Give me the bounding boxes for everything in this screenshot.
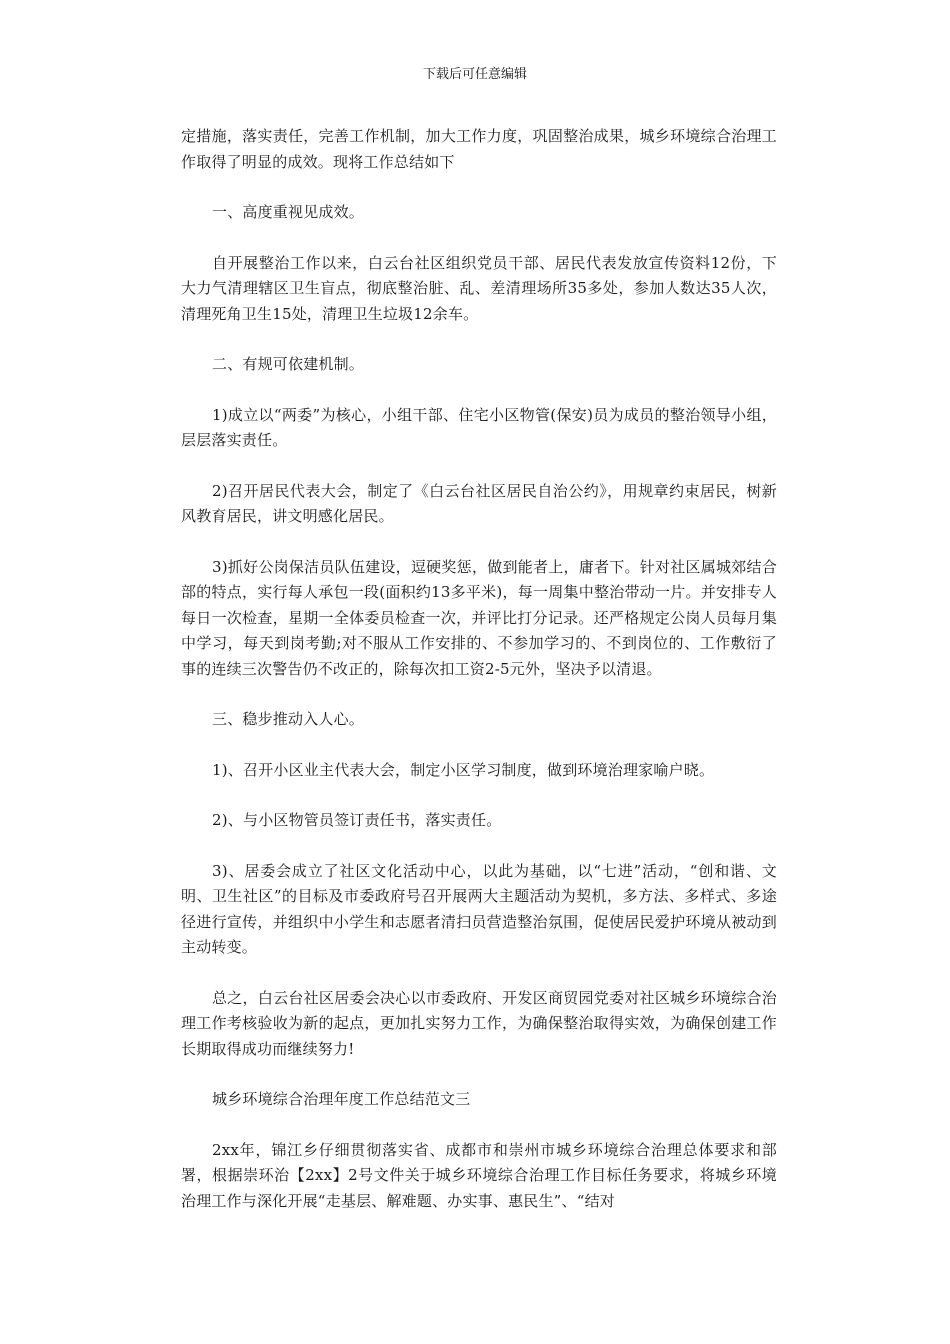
list-item: 1)、召开小区业主代表大会，制定小区学习制度，做到环境治理家喻户晓。 xyxy=(212,760,715,779)
page-header-note: 下载后可任意编辑 xyxy=(422,67,527,82)
paragraph: 自开展整治工作以来，白云台社区组织党员干部、居民代表发放宣传资料12份，下大力气清理辖区卫生盲点，彻底整治脏、乱、差清理场所35多处，参加人数达35人次，清理死角卫生15处，清理卫生垃圾12余车。 xyxy=(181,253,777,323)
document-body xyxy=(181,124,777,1239)
paragraph-conclusion: 总之，白云台社区居委会决心以市委政府、开发区商贸园党委对社区城乡环境综合治理工作考核验收为新的起点，更加扎实努力工作，为确保整治取得实效，为确保创建工作长期取得成功而继续努力! xyxy=(181,988,777,1058)
list-item: 2)、与小区物管员签订责任书，落实责任。 xyxy=(212,811,502,829)
list-item: 3)、居委会成立了社区文化活动中心，以此为基础，以“七进”活动，“创和谐、文明、卫生社区”的目标及市委政府号召开展两大主题活动为契机，多方法、多样式、多途径进行宣传，并组织中小学生和志愿者清扫员营造整治氛围，促使居民爱护环境从被动到主动转变。 xyxy=(181,861,777,956)
list-item: 2)召开居民代表大会，制定了《白云台社区居民自治公约》，用规章约束居民，树新风教育居民，讲文明感化居民。 xyxy=(181,481,777,525)
list-item: 1)成立以“两委”为核心，小组干部、住宅小区物管(保安)员为成员的整治领导小组，层层落实责任。 xyxy=(181,405,777,449)
section-heading-2: 二、有规可依建机制。 xyxy=(212,355,365,373)
section-heading-3: 三、稳步推动入人心。 xyxy=(212,710,365,728)
list-item: 3)抓好公岗保洁员队伍建设，逗硬奖惩，做到能者上，庸者下。针对社区属城郊结合部的特点，实行每人承包一段(面积约13多平米)，每一周集中整治带动一片。并安排专人每日一次检查，星期一全体委员检查一次，并评比打分记录。还严格规定公岗人员每月集中学习，每天到岗考勤;对不服从工作安排的、不参加学习的、不到岗位的、工作敷衍了事的连续三次警告仍不改正的，除每次扣工资2-5元外，坚决予以清退。 xyxy=(181,557,777,678)
article-title: 城乡环境综合治理年度工作总结范文三 xyxy=(212,1090,471,1108)
paragraph: 2xx年，锦江乡仔细贯彻落实省、成都市和崇州市城乡环境综合治理总体要求和部署，根据崇环治【2xx】2号文件关于城乡环境综合治理工作目标任务要求，将城乡环境治理工作与深化开展“走基层、解难题、办实事、惠民生”、“结对 xyxy=(181,1140,777,1210)
section-heading-1: 一、高度重视见成效。 xyxy=(212,203,365,221)
paragraph-intro-continuation: 定措施，落实责任，完善工作机制，加大工作力度，巩固整治成果，城乡环境综合治理工作取得了明显的成效。现将工作总结如下 xyxy=(181,127,777,171)
